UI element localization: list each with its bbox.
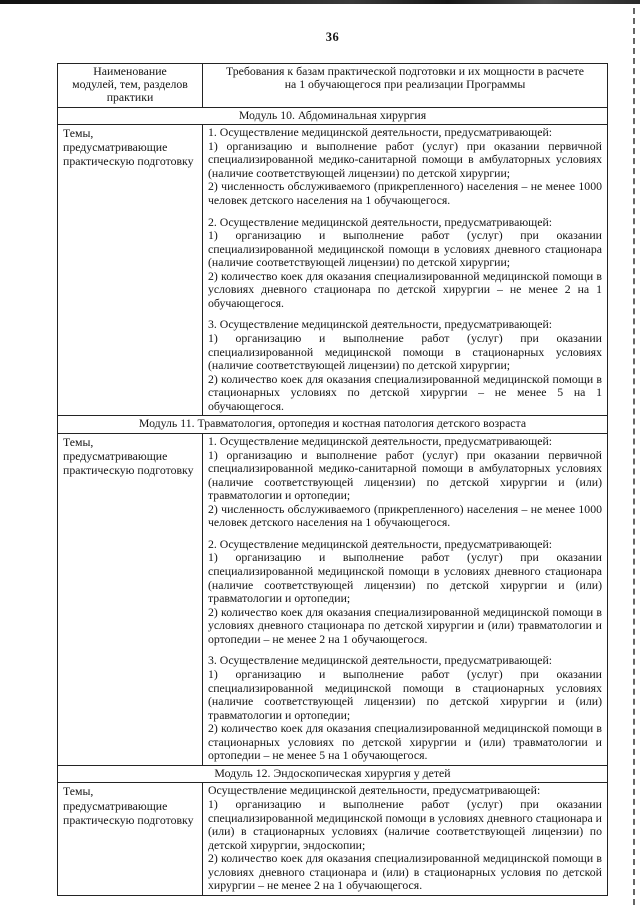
module-11-band: Модуль 11. Травматология, ортопедия и костная патология детского возраста [58,416,608,434]
requirement-section [208,318,602,413]
module-band-row [58,765,608,783]
section-item: 2) количество коек для оказания специализированной медицинской помощи в условиях дневного стационара по детской хирургии и (или) травматологии и ортопедии – не менее 2 на 1 обучающегося. [208,604,602,646]
scan-right-edge-artifact [633,8,635,905]
requirements-cell [203,433,608,765]
requirement-section [208,126,602,207]
section-item: 2) численность обслуживаемого (прикрепленного) населения – не менее 1000 человек детского населения на 1 обучающегося. [208,179,602,207]
section-item: 2) количество коек для оказания специализированной медицинской помощи в условиях дневного стационара и (или) в стационарных условия по детской хирургии – не менее 2 на 1 обучающегося. [208,851,602,893]
section-item: 2) количество коек для оказания специализированной медицинской помощи в условиях дневного стационара по детской хирургии – не менее 2 на 1 обучающегося. [208,268,602,310]
module-10-band: Модуль 10. Абдоминальная хирургия [58,107,608,125]
table-header-row [58,64,608,108]
module-12-content-row [58,783,608,896]
section-title: 2. Осуществление медицинской деятельности, предусматривающей: [208,214,553,229]
section-item: 2) количество коек для оказания специализированной медицинской помощи в стационарных условиях по детской хирургии и (или) травматологии и ортопедии – не менее 5 на 1 обучающегося. [208,721,602,763]
section-item: 2) количество коек для оказания специализированной медицинской помощи в стационарных условиях по детской хирургии – не менее 5 на 1 обучающегося. [208,371,602,413]
section-item: 1) организацию и выполнение работ (услуг) при оказании специализированной медицинской помощи в стационарных условиях (наличие соответствующей лицензии) по детской хирургии и (или) травматологии и ортопедии; [208,666,602,722]
topics-cell: Темы, предусматривающие практическую подготовку [58,783,203,896]
col1-header [58,64,203,108]
requirements-cell [203,783,608,896]
section-item: 2) численность обслуживаемого (прикрепленного) населения – не менее 1000 человек детского населения на 1 обучающегося. [208,501,602,530]
col1-header-line: модулей, тем, разделов [72,77,188,92]
section-item: 1) организацию и выполнение работ (услуг) при оказании первичной специализированной медико-санитарной помощи в амбулаторных условиях (наличие соответствующей лицензии) по детской хирургии и (или) травматологии и ортопедии; [208,447,602,503]
section-item: 1) организацию и выполнение работ (услуг) при оказании специализированной медицинской помощи в условиях дневного стационара (наличие соответствующей лицензии) по детской хирургии; [208,228,602,270]
section-title: 2. Осуществление медицинской деятельности, предусматривающей: [208,536,553,551]
module-11-content-row [58,433,608,765]
requirement-section [208,784,602,893]
section-title: 1. Осуществление медицинской деятельности, предусматривающей: [208,125,553,140]
section-title: 3. Осуществление медицинской деятельности, предусматривающей: [208,317,553,332]
section-item: 1) организацию и выполнение работ (услуг) при оказании первичной специализированной медико-санитарной помощи в амбулаторных условиях (наличие соответствующей лицензии) по детской хирургии; [208,138,602,180]
requirement-section [208,435,602,530]
scan-top-edge-artifact [0,0,640,4]
requirement-section [208,538,602,647]
topics-cell: Темы, предусматривающие практическую подготовку [58,433,203,765]
module-10-content-row [58,125,608,416]
section-item: 1) организацию и выполнение работ (услуг) при оказании специализированной медицинской помощи в стационарных условиях (наличие соответствующей лицензии) по детской хирургии; [208,331,602,373]
module-band-row [58,107,608,125]
section-title: 1. Осуществление медицинской деятельности, предусматривающей: [208,433,553,448]
module-band-row [58,416,608,434]
requirements-cell [203,125,608,416]
section-item: 1) организацию и выполнение работ (услуг) при оказании специализированной медицинской помощи в условиях дневного стационара и (или) в стационарных условиях (наличие соответствующей лицензии) по детской хирургии, эндоскопии; [208,797,602,852]
module-12-band: Модуль 12. Эндоскопическая хирургия у детей [58,765,608,783]
requirement-section [208,654,602,763]
section-title: 3. Осуществление медицинской деятельности, предусматривающей: [208,653,553,668]
col2-header [203,64,608,108]
col2-header-line: Требования к базам практической подготовки и их мощности в расчете [225,64,585,78]
requirement-section [208,216,602,311]
topics-cell: Темы, предусматривающие практическую подготовку [58,125,203,416]
section-item: 1) организацию и выполнение работ (услуг) при оказании специализированной медицинской помощи в условиях дневного стационара (наличие соответствующей лицензии) по детской хирургии и (или) травматологии и ортопедии; [208,550,602,606]
page-number: 36 [325,30,340,44]
col2-header-line: на 1 обучающегося при реализации Программы [284,77,526,92]
col1-header-line: Наименование [93,64,167,78]
practice-requirements-table [57,63,608,896]
col1-header-line: практики [106,90,154,105]
section-title: Осуществление медицинской деятельности, предусматривающей: [208,783,541,798]
